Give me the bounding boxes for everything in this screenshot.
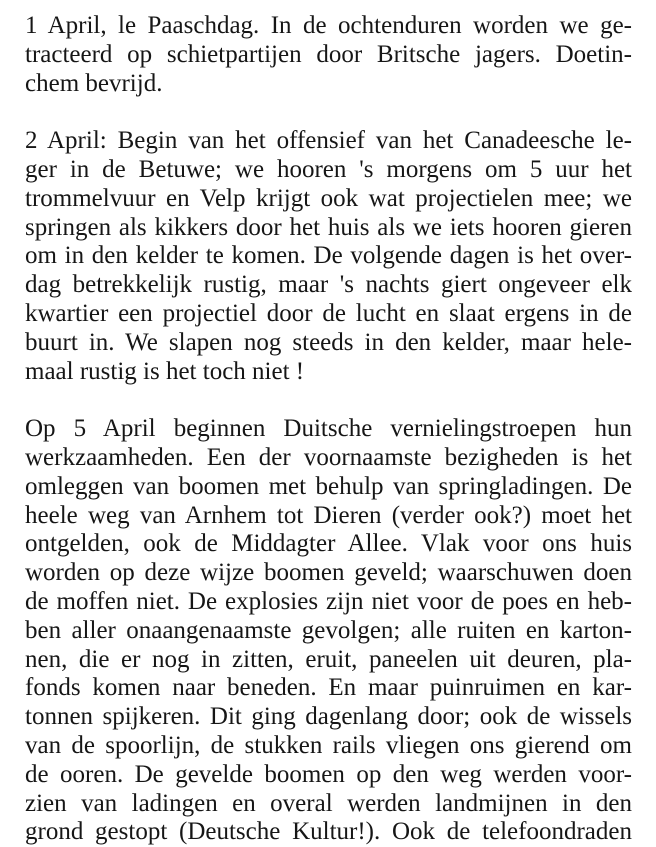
text-line: chem bevrijd. xyxy=(25,69,163,97)
text-line: worden op deze wijze boomen geveld; waarschuwen doen xyxy=(25,559,632,587)
text-line: 2 April: Begin van het offensief van het Canadeesche le- xyxy=(25,127,632,155)
text-line: omleggen van boomen met behulp van springladingen. De xyxy=(25,472,632,500)
text-line: dag betrekkelijk rustig, maar 's nachts giert ongeveer elk xyxy=(25,271,632,299)
text-line: maal rustig is het toch niet ! xyxy=(25,357,305,385)
text-line: tonnen spijkeren. Dit ging dagenlang door; ook de wissels xyxy=(25,703,632,731)
text-line: grond gestopt (Deutsche Kultur!). Ook de telefoondraden xyxy=(25,818,632,846)
text-line: ontgelden, ook de Middagter Allee. Vlak voor ons huis xyxy=(25,530,632,558)
diary-text xyxy=(25,12,632,847)
text-line: de moffen niet. De explosies zijn niet voor de poes en heb- xyxy=(25,587,632,615)
paragraph xyxy=(25,127,632,386)
text-line: buurt in. We slapen nog steeds in den kelder, maar hele- xyxy=(25,328,632,356)
text-line: fonds komen naar beneden. En maar puinruimen en kar- xyxy=(25,674,632,702)
text-line: de ooren. De gevelde boomen op den weg werden voor- xyxy=(25,760,632,788)
text-line: nen, die er nog in zitten, eruit, paneelen uit deuren, pla- xyxy=(25,645,632,673)
text-line: kwartier een projectiel door de lucht en slaat ergens in de xyxy=(25,299,632,327)
text-line: heele weg van Arnhem tot Dieren (verder ook?) moet het xyxy=(25,501,632,529)
text-line: trommelvuur en Velp krijgt ook wat projectielen mee; we xyxy=(25,184,632,212)
text-line: zien van ladingen en overal werden landmijnen in den xyxy=(25,789,632,817)
text-line: Op 5 April beginnen Duitsche vernielingstroepen hun xyxy=(25,415,632,443)
paragraph xyxy=(25,12,632,98)
text-line: om in den kelder te komen. De volgende dagen is het over- xyxy=(25,242,632,270)
paragraph xyxy=(25,415,632,847)
text-line: van de spoorlijn, de stukken rails vliegen ons gierend om xyxy=(25,731,632,759)
text-line: springen als kikkers door het huis als we iets hooren gieren xyxy=(25,213,632,241)
text-line: tracteerd op schietpartijen door Britsche jagers. Doetin- xyxy=(25,40,632,68)
text-line: werkzaamheden. Een der voornaamste bezigheden is het xyxy=(25,443,632,471)
text-line: ger in de Betuwe; we hooren 's morgens om 5 uur het xyxy=(25,155,632,183)
text-line: ben aller onaangenaamste gevolgen; alle ruiten en karton- xyxy=(25,616,632,644)
text-line: 1 April, le Paaschdag. In de ochtenduren worden we ge- xyxy=(25,12,632,39)
